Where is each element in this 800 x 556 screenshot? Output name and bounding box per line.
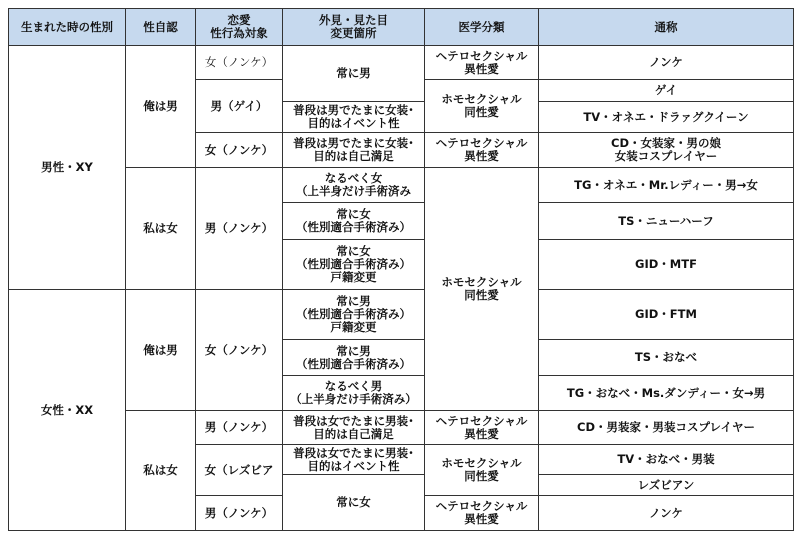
birth-male-cell: 男性・XY [9, 46, 126, 290]
header-appearance-line1: 外見・見た目 [319, 13, 388, 27]
medical-cell [425, 168, 539, 411]
medical-line: ヘテロセクシャル [435, 136, 528, 150]
medical-line: 同性愛 [464, 105, 499, 119]
medical-line: ホモセクシャル [441, 456, 522, 470]
name-cell: TS・おなべ [539, 340, 794, 376]
header-row [9, 9, 794, 46]
appearance-line: （性別適合手術済み） [296, 307, 411, 321]
medical-line: 同性愛 [464, 469, 499, 483]
table-row [9, 168, 794, 203]
name-line: 女装コスプレイヤー [614, 149, 718, 163]
appearance-line: 普段は女でたまに男装･ [293, 445, 414, 460]
gender-classification-table [8, 8, 794, 531]
name-cell: TV・おなべ・男装 [539, 445, 794, 475]
medical-line: 異性愛 [464, 149, 499, 163]
name-cell: GID・MTF [539, 240, 794, 290]
name-cell: TS・ニューハーフ [539, 203, 794, 240]
identity-watashi-cell-1: 私は女 [126, 168, 196, 290]
identity-watashi-cell-2: 私は女 [126, 411, 196, 531]
medical-line: 異性愛 [464, 512, 499, 526]
medical-cell [425, 46, 539, 80]
appearance-line: 戸籍変更 [330, 270, 377, 284]
target-cell: 女（ノンケ） [196, 290, 283, 411]
appearance-line: （性別適合手術済み） [296, 257, 411, 271]
name-cell: ノンケ [539, 46, 794, 80]
target-cell: 男（ノンケ） [196, 168, 283, 290]
table-row [9, 290, 794, 340]
name-line: CD・女装家・男の娘 [611, 136, 721, 150]
medical-line: ヘテロセクシャル [435, 48, 528, 63]
header-love-target-line1: 恋愛 [227, 13, 251, 27]
identity-ore-cell-2: 俺は男 [126, 290, 196, 411]
name-cell: TG・オネエ・Mr.レディー・男→女 [539, 168, 794, 203]
appearance-line: 目的はイベント性 [307, 458, 400, 473]
header-common-name: 通称 [539, 9, 794, 46]
name-cell: TV・オネエ・ドラァグクイーン [539, 102, 794, 133]
appearance-line: なるべく男 [324, 379, 383, 393]
name-cell: TG・おなべ・Ms.ダンディー・女→男 [539, 376, 794, 411]
medical-cell [425, 496, 539, 531]
appearance-line: 普段は男でたまに女装･ [293, 136, 414, 150]
medical-line: ホモセクシャル [441, 92, 522, 106]
appearance-cell [283, 102, 425, 133]
appearance-line: （上半身だけ手術済み） [290, 392, 417, 406]
appearance-cell [283, 411, 425, 445]
appearance-line: なるべく女 [324, 171, 383, 185]
appearance-line: 常に女 [336, 244, 371, 258]
appearance-cell [283, 445, 425, 475]
appearance-line: 目的はイベント性 [307, 116, 400, 130]
target-cell: 女（ノンケ） [196, 133, 283, 168]
identity-ore-cell-1: 俺は男 [126, 46, 196, 168]
appearance-line: 常に男 [336, 294, 371, 308]
appearance-cell [283, 240, 425, 290]
target-cell: 男（ノンケ） [196, 411, 283, 445]
target-cell: 男（ゲイ） [196, 80, 283, 133]
medical-line: 同性愛 [464, 288, 499, 302]
table-row [9, 46, 794, 80]
appearance-line: 戸籍変更 [330, 320, 377, 334]
table-row [9, 411, 794, 445]
header-love-target [196, 9, 283, 46]
appearance-line: （性別適合手術済み） [296, 356, 411, 371]
appearance-cell [283, 376, 425, 411]
appearance-cell [283, 168, 425, 203]
appearance-line: 普段は男でたまに女装･ [293, 103, 414, 117]
name-cell: ゲイ [539, 80, 794, 102]
appearance-line: （性別適合手術済み） [296, 220, 411, 234]
appearance-cell [283, 340, 425, 376]
name-cell: CD・男装家・男装コスプレイヤー [539, 411, 794, 445]
appearance-line: （上半身だけ手術済み [296, 184, 411, 198]
appearance-line: 目的は自己満足 [313, 426, 394, 441]
appearance-line: 普段は女でたまに男装･ [293, 413, 414, 428]
target-cell: 女（ノンケ） [196, 46, 283, 80]
appearance-line: 目的は自己満足 [313, 149, 394, 163]
appearance-cell [283, 133, 425, 168]
appearance-cell [283, 203, 425, 240]
medical-line: 異性愛 [464, 426, 499, 441]
header-gender-identity: 性自認 [126, 9, 196, 46]
name-cell: ノンケ [539, 496, 794, 531]
medical-cell [425, 80, 539, 133]
medical-cell [425, 133, 539, 168]
header-medical: 医学分類 [425, 9, 539, 46]
medical-line: ホモセクシャル [441, 275, 522, 289]
appearance-cell: 常に女 [283, 475, 425, 531]
header-appearance-line2: 変更箇所 [330, 26, 377, 40]
target-cell: 女（レズビア [196, 445, 283, 496]
header-love-target-line2: 性行為対象 [210, 26, 268, 40]
name-cell [539, 133, 794, 168]
appearance-line: 常に男 [336, 343, 371, 358]
medical-cell [425, 411, 539, 445]
header-appearance [283, 9, 425, 46]
medical-line: 異性愛 [464, 61, 499, 76]
appearance-cell: 常に男 [283, 46, 425, 102]
medical-cell [425, 445, 539, 496]
name-cell: レズビアン [539, 475, 794, 496]
header-birth-sex: 生まれた時の性別 [9, 9, 126, 46]
appearance-cell [283, 290, 425, 340]
medical-line: ヘテロセクシャル [435, 413, 528, 428]
appearance-line: 常に女 [336, 207, 371, 221]
name-cell: GID・FTM [539, 290, 794, 340]
birth-female-cell: 女性・XX [9, 290, 126, 531]
target-cell: 男（ノンケ） [196, 496, 283, 531]
medical-line: ヘテロセクシャル [435, 499, 528, 513]
